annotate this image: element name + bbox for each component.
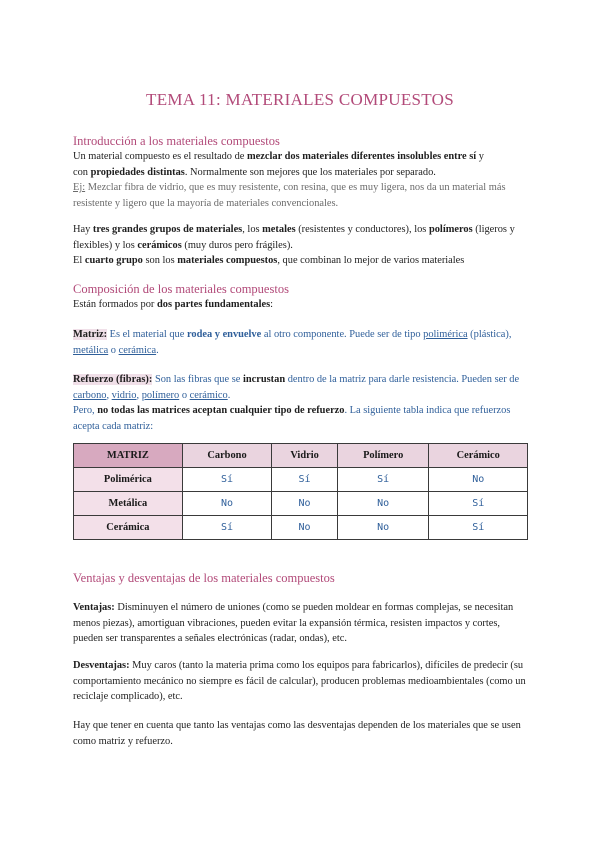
- matrix-label: Matriz:: [73, 329, 108, 340]
- text-run: (resistentes y conductores), los: [295, 224, 429, 235]
- bold-run: tres grandes grupos de materiales: [92, 224, 243, 235]
- text-run: Están formados por: [73, 299, 157, 310]
- text-run: Pero,: [73, 405, 98, 416]
- cons-text: Muy caros (tanto la materia prima como los equipos para fabricarlos), difíciles de predecir (su comportamiento mecánico no siempre es fácil de calcular), producen problemas medioambientales (como un reciclaje complicado), etc.: [73, 660, 526, 702]
- table-cell: No: [337, 516, 429, 540]
- text-run: , los: [242, 224, 263, 235]
- table-header-row: [74, 444, 528, 468]
- table-row-label: Cerámica: [74, 516, 183, 540]
- text-run: (ligeros y flexibles) y los: [73, 224, 515, 251]
- text-run: o: [108, 344, 119, 356]
- intro-heading: Introducción a los materiales compuestos: [73, 134, 280, 148]
- bold-run: mezclar dos materiales diferentes insolubles entre sí: [247, 151, 477, 162]
- text-run: . Normalmente son mejores que los materiales por separado.: [184, 166, 436, 178]
- table-cell: Sí: [272, 468, 338, 492]
- table-row: [74, 492, 528, 516]
- text-run: Hay: [73, 224, 93, 235]
- text-run: con: [73, 166, 91, 178]
- table-row: [74, 468, 528, 492]
- link-polimerica[interactable]: polimérica: [423, 329, 468, 340]
- bold-run: propiedades distintas: [90, 166, 185, 178]
- table-cell: Sí: [337, 468, 429, 492]
- table-header-cell: Carbono: [182, 444, 272, 468]
- text-run: Son las fibras que se: [152, 374, 243, 385]
- bold-run: incrustan: [242, 374, 286, 385]
- text-run: son los: [142, 255, 178, 266]
- fourth-group-paragraph: [73, 253, 528, 269]
- text-run: al otro componente. Puede ser de tipo: [261, 329, 424, 340]
- bold-run: polímeros: [428, 224, 473, 235]
- intro-paragraph: [73, 149, 528, 180]
- table-row-label: Metálica: [74, 492, 183, 516]
- example-text: Mezclar fibra de vidrio, que es muy resistente, con resina, que es muy ligera, nos da un material más resistente y ligero que la mayoría de materiales convencionales.: [73, 182, 506, 209]
- table-cell: Sí: [429, 492, 528, 516]
- pros-label: Ventajas:: [73, 602, 115, 613]
- text-run: o: [179, 389, 190, 401]
- link-ceramica[interactable]: cerámica: [118, 344, 157, 356]
- link-ceramico[interactable]: cerámico: [189, 389, 228, 401]
- bold-run: metales: [262, 224, 296, 235]
- text-run: (plástica),: [467, 329, 512, 340]
- text-run: ,: [136, 389, 142, 401]
- pros-text: Disminuyen el número de uniones (como se pueden moldear en formas complejas, se necesitan menos piezas), amortiguan vibraciones, pueden evitar la expansión térmica, resisten impactos y cortes, pueden ser transparentes a señales electrónicas (radar, ondas), etc.: [73, 602, 514, 644]
- table-row-label: Polimérica: [74, 468, 183, 492]
- matrix-reinforcement-table: [73, 443, 528, 540]
- table-row: [74, 516, 528, 540]
- table-cell: Sí: [182, 468, 272, 492]
- text-run: Es el material que: [107, 329, 187, 340]
- cons-paragraph: [73, 658, 528, 705]
- bold-run: rodea y envuelve: [186, 329, 262, 340]
- text-run: y: [476, 151, 484, 162]
- bold-run: dos partes fundamentales: [156, 299, 271, 310]
- intro-example: [73, 180, 528, 211]
- table-cell: No: [182, 492, 272, 516]
- closing-note: Hay que tener en cuenta que tanto las ventajas como las desventajas dependen de los materiales que se usen como matriz y refuerzo.: [73, 720, 521, 747]
- text-run: dentro de la matriz para darle resistencia. Pueden ser de: [285, 374, 520, 385]
- reinforcement-paragraph: [73, 372, 528, 434]
- composition-heading: Composición de los materiales compuestos: [73, 282, 289, 296]
- example-label: Ej:: [73, 182, 86, 193]
- table-cell: No: [272, 492, 338, 516]
- pros-paragraph: [73, 600, 528, 647]
- text-run: ,: [106, 389, 112, 401]
- table-cell: No: [429, 468, 528, 492]
- composition-lead: [73, 297, 528, 313]
- text-run: . La siguiente tabla indica que refuerzos acepta cada matriz:: [73, 405, 511, 432]
- text-run: , que combinan lo mejor de varios materiales: [277, 255, 465, 266]
- table-header-cell: Cerámico: [429, 444, 528, 468]
- groups-paragraph: [73, 222, 528, 253]
- bold-run: cuarto grupo: [84, 255, 143, 266]
- table-header-cell: MATRIZ: [74, 444, 183, 468]
- link-vidrio[interactable]: vidrio: [111, 389, 137, 401]
- table-cell: No: [272, 516, 338, 540]
- text-run: .: [227, 389, 231, 401]
- text-run: Un material compuesto es el resultado de: [73, 151, 247, 162]
- link-carbono[interactable]: carbono: [73, 389, 107, 401]
- bold-run: no todas las matrices aceptan cualquier tipo de refuerzo: [97, 405, 345, 416]
- table-header-cell: Polímero: [337, 444, 429, 468]
- matrix-paragraph: [73, 327, 528, 358]
- link-polimero[interactable]: polímero: [141, 389, 180, 401]
- link-metalica[interactable]: metálica: [73, 344, 109, 356]
- table-cell: No: [337, 492, 429, 516]
- text-run: (muy duros pero frágiles).: [181, 239, 293, 251]
- text-run: .: [156, 344, 159, 356]
- table-header-cell: Vidrio: [272, 444, 338, 468]
- reinforcement-label: Refuerzo (fibras):: [73, 374, 153, 385]
- page-title: TEMA 11: MATERIALES COMPUESTOS: [146, 90, 454, 109]
- table-cell: Sí: [429, 516, 528, 540]
- bold-run: cerámicos: [137, 239, 182, 251]
- cons-label: Desventajas:: [73, 660, 130, 671]
- text-run: El: [73, 255, 85, 266]
- bold-run: materiales compuestos: [177, 255, 278, 266]
- table-cell: Sí: [182, 516, 272, 540]
- pros-cons-heading: Ventajas y desventajas de los materiales compuestos: [73, 571, 335, 585]
- text-run: :: [270, 299, 274, 310]
